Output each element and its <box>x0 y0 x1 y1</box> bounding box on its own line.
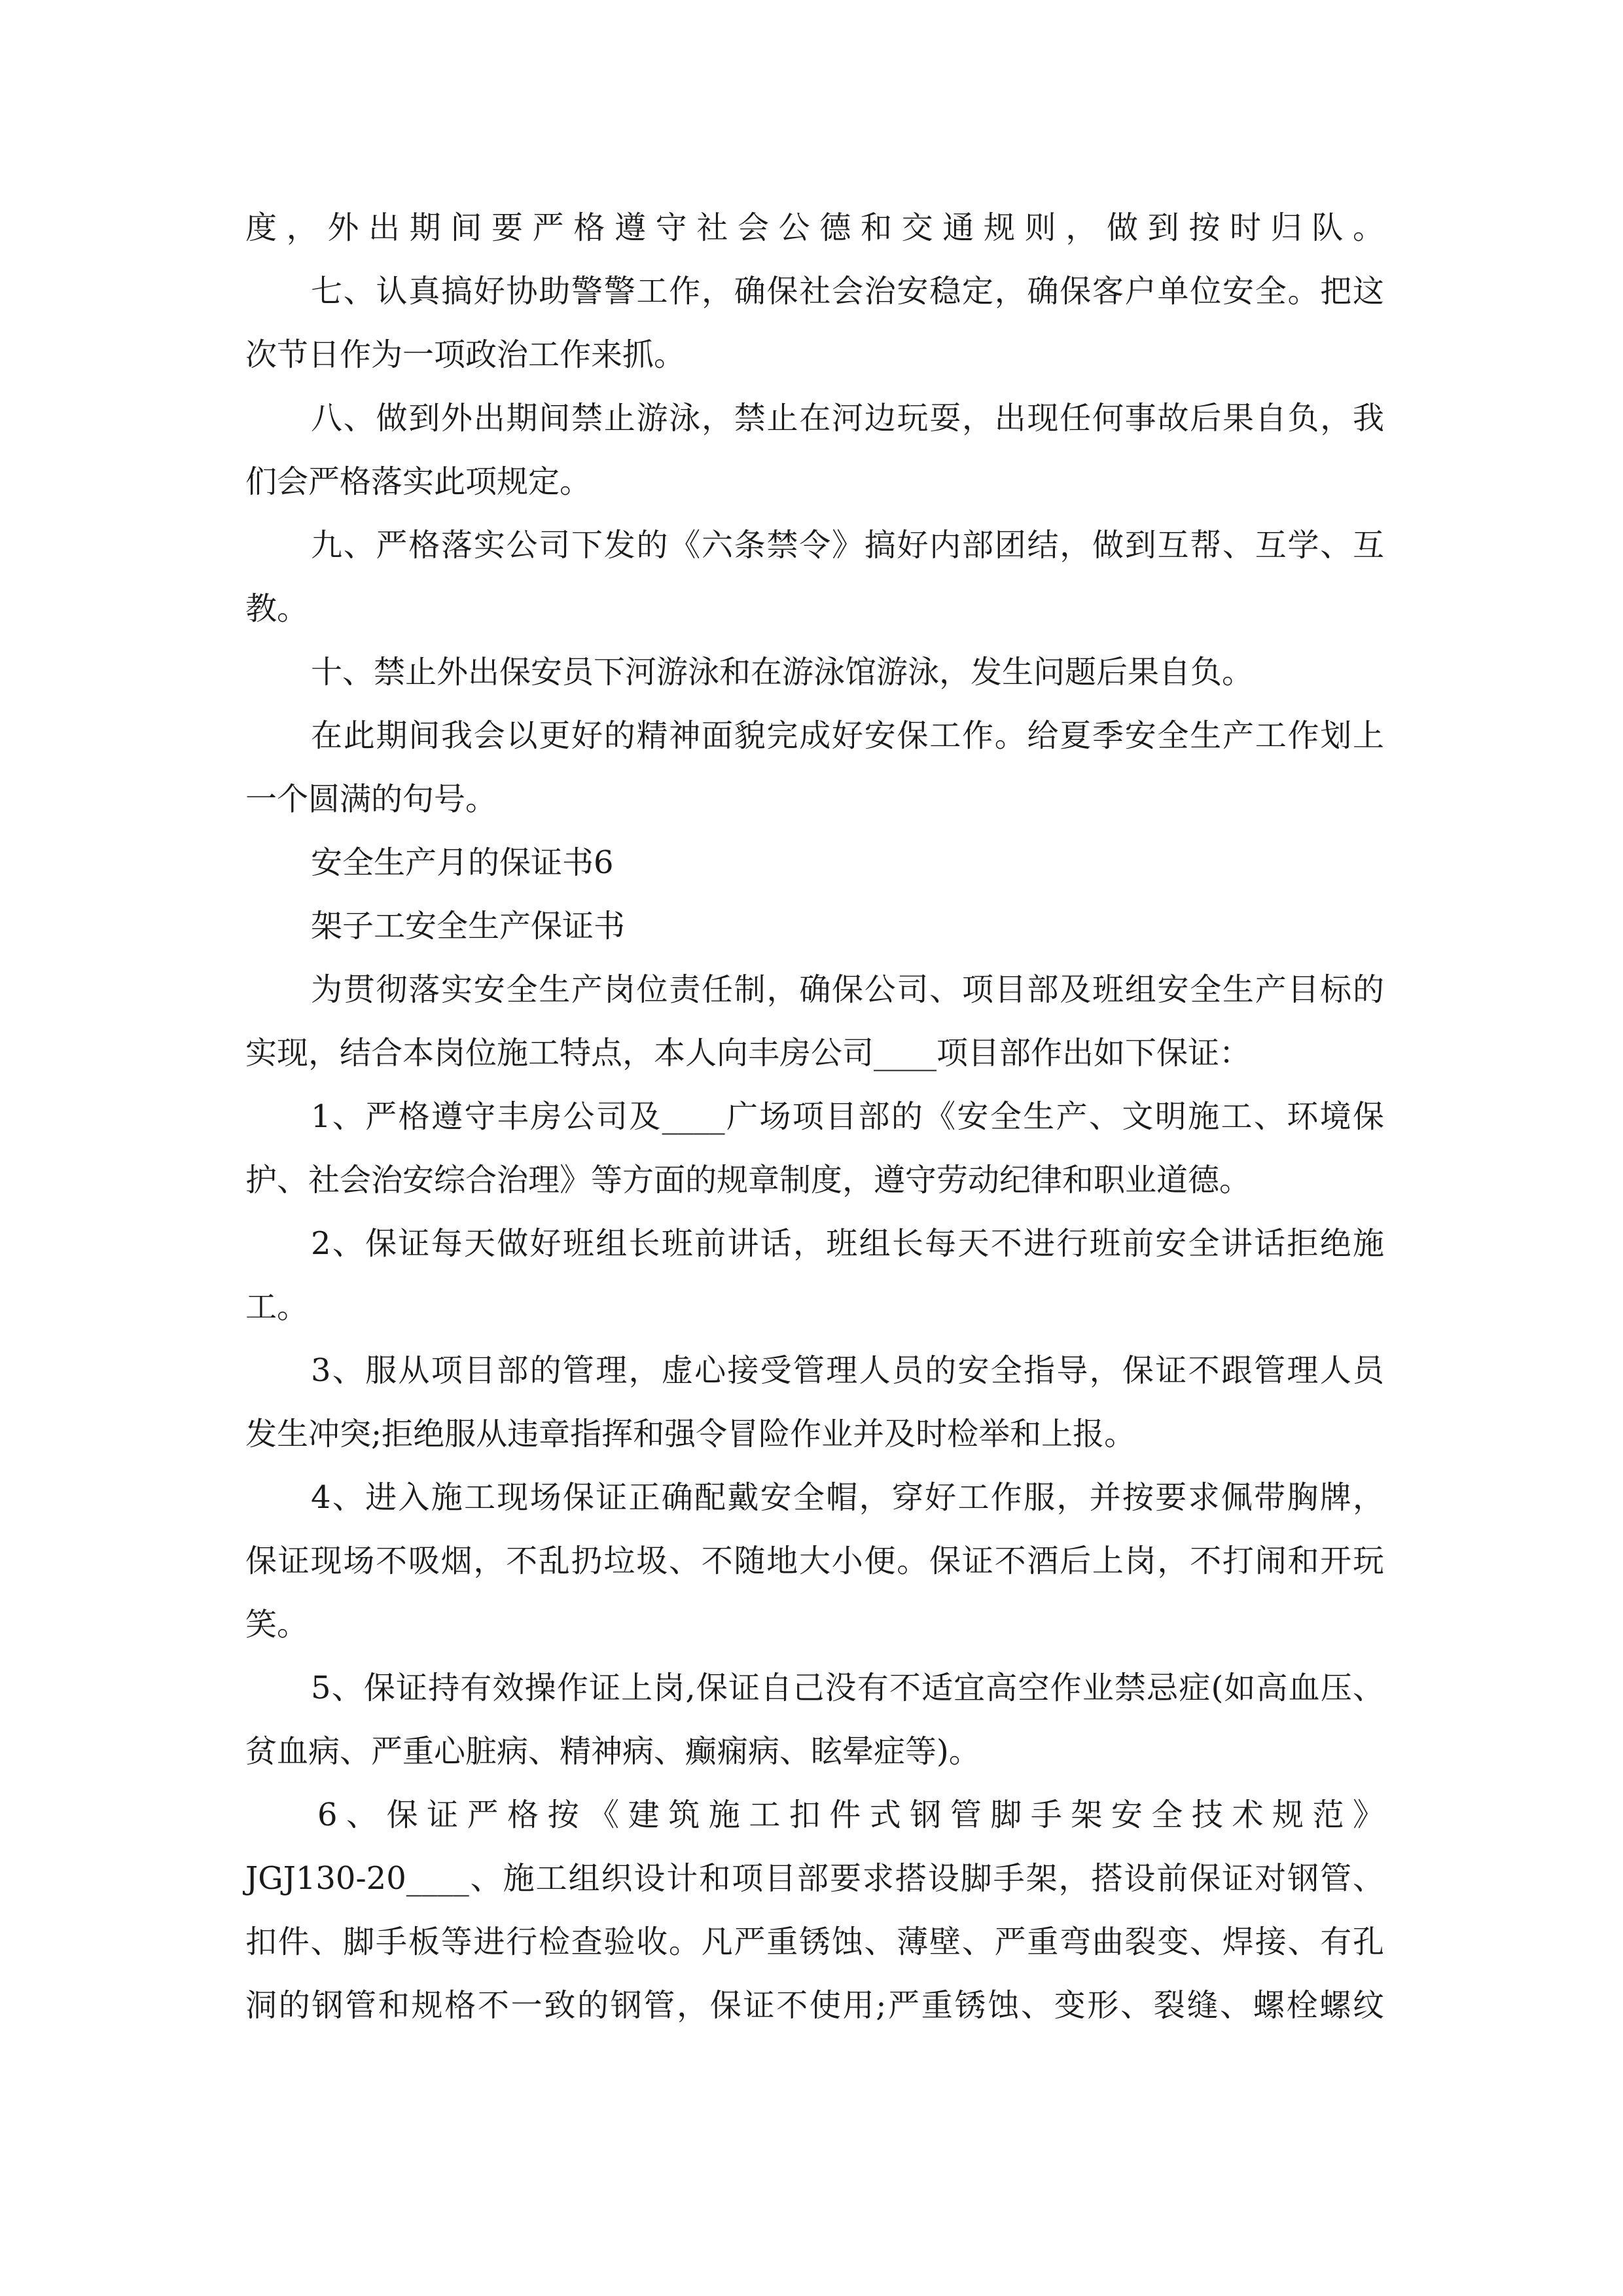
document-title: 架子工安全生产保证书 <box>311 908 626 944</box>
text-line: 十、禁止外出保安员下河游泳和在游泳馆游泳，发生问题后果自负。 <box>311 654 1254 691</box>
text-line: 笑。 <box>245 1606 309 1643</box>
document-page <box>245 196 1384 2037</box>
text-line: 在此期间我会以更好的精神面貌完成好安保工作。给夏季安全生产工作划上 <box>311 717 1384 754</box>
text-line: 九、严格落实公司下发的《六条禁令》搞好内部团结，做到互帮、互学、互 <box>311 527 1384 564</box>
text-line: 发生冲突;拒绝服从违章指挥和强令冒险作业并及时检举和上报。 <box>245 1416 1136 1452</box>
text-line: 扣件、脚手板等进行检查验收。凡严重锈蚀、薄壁、严重弯曲裂变、焊接、有孔 <box>245 1924 1384 1960</box>
text-line: 次节日作为一项政治工作来抓。 <box>245 336 686 373</box>
text-line: 护、社会治安综合治理》等方面的规章制度，遵守劳动纪律和职业道德。 <box>245 1162 1251 1198</box>
text-line: 5、保证持有效操作证上岗,保证自己没有不适宜高空作业禁忌症(如高血压、 <box>311 1670 1384 1706</box>
text-line: 1、严格遵守丰房公司及____广场项目部的《安全生产、文明施工、环境保 <box>311 1098 1384 1135</box>
text-line: 保证现场不吸烟，不乱扔垃圾、不随地大小便。保证不酒后上岗，不打闹和开玩 <box>245 1543 1384 1579</box>
text-line: 一个圆满的句号。 <box>245 781 497 817</box>
text-line: 实现，结合本岗位施工特点，本人向丰房公司____项目部作出如下保证： <box>245 1035 1251 1071</box>
text-line: 教。 <box>245 590 309 627</box>
text-line: 2、保证每天做好班组长班前讲话，班组长每天不进行班前安全讲话拒绝施 <box>311 1225 1384 1262</box>
text-line: 3、服从项目部的管理，虚心接受管理人员的安全指导，保证不跟管理人员 <box>311 1352 1384 1389</box>
text-line: 4、进入施工现场保证正确配戴安全帽，穿好工作服，并按要求佩带胸牌， <box>311 1479 1384 1516</box>
text-line: JGJ130-20____、施工组织设计和项目部要求搭设脚手架，搭设前保证对钢管、 <box>245 1860 1384 1897</box>
text-line: 八、做到外出期间禁止游泳，禁止在河边玩耍，出现任何事故后果自负，我 <box>311 400 1384 437</box>
text-line: 七、认真搞好协助警警工作，确保社会治安稳定，确保客户单位安全。把这 <box>311 273 1384 310</box>
text-line: 工。 <box>245 1289 309 1325</box>
text-line: 度，外出期间要严格遵守社会公德和交通规则，做到按时归队。 <box>245 209 1384 246</box>
text-line: 6、保证严格按《建筑施工扣件式钢管脚手架安全技术规范》 <box>317 1797 1384 1833</box>
text-line: 们会严格落实此项规定。 <box>245 463 592 500</box>
section-title: 安全生产月的保证书6 <box>311 844 614 881</box>
text-line: 贫血病、严重心脏病、精神病、癫痫病、眩晕症等)。 <box>245 1733 980 1770</box>
text-line: 洞的钢管和规格不一致的钢管，保证不使用;严重锈蚀、变形、裂缝、螺栓螺纹 <box>245 1987 1384 2024</box>
text-line: 为贯彻落实安全生产岗位责任制，确保公司、项目部及班组安全生产目标的 <box>311 971 1384 1008</box>
